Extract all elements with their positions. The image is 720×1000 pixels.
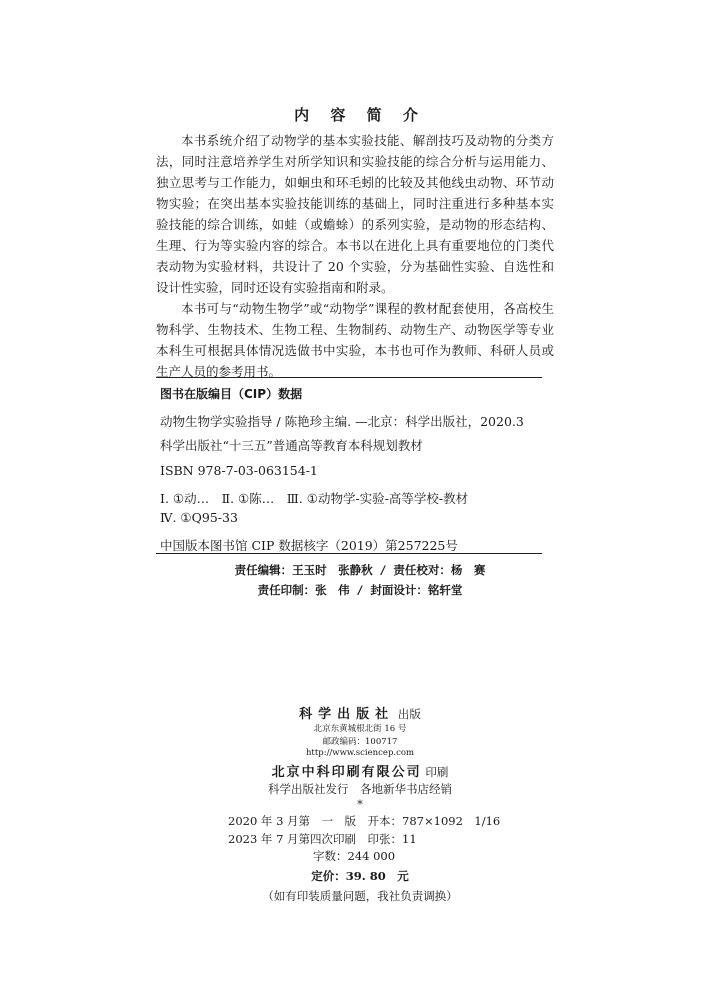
price: 定价：39. 80 元 (311, 869, 409, 883)
distribution-line: 科学出版社发行 各地新华书店经销 (268, 782, 452, 796)
page-title: 内 容 简 介 (294, 106, 426, 124)
publisher-postcode: 邮政编码：100717 (322, 737, 398, 747)
cip-classification: Ⅳ. ①Q95-33 (160, 510, 238, 525)
cip-classification: Ⅰ. ①动… Ⅱ. ①陈… Ⅲ. ①动物学-实验-高等学校-教材 (160, 491, 469, 506)
summary-paragraph: 本书可与“动物生物学”或“动物学”课程的教材配套使用，各高校生物科学、生物技术、生物工程、生物制药、动物生产、动物医学等专业本科生可根据具体情况选做书中实验，本书也可作为教师、科研人员或生产人员的参考用书。 (156, 301, 554, 379)
summary-text (156, 130, 554, 382)
editors-line: 责任印制：张 伟 / 封面设计：铭轩堂 (257, 583, 463, 597)
cip-isbn: ISBN 978-7-03-063154-1 (160, 463, 318, 478)
quality-notice: （如有印装质量问题，我社负责调换） (262, 889, 458, 903)
publisher-line (0, 703, 720, 722)
editors-line: 责任编辑：王玉时 张静秋 / 责任校对：杨 赛 (234, 563, 486, 577)
cip-record: 中国版本图书馆 CIP 数据核字（2019）第257225号 (160, 538, 458, 553)
printer-suffix: 印刷 (425, 765, 449, 779)
publisher-name: 科学出版社 (299, 707, 395, 722)
summary-paragraph: 本书系统介绍了动物学的基本实验技能、解剖技巧及动物的分类方法，同时注意培养学生对所学知识和实验技能的综合分析与运用能力、独立思考与工作能力，如蛔虫和环毛蚓的比较及其他线虫动物、环节动物实验；在突出基本实验技能训练的基础上，同时注重进行多种基本实验技能的综合训练，如蛙（或蟾蜍）的系列实验，是动物的形态结构、生理、行为等实验内容的综合。本书以在进化上具有重要地位的门类代表动物为实验材料，共设计了 20 个实验，分为基础性实验、自选性和设计性实验，同时还设有实验指南和附录。 (156, 133, 554, 295)
publisher-address: 北京东黄城根北街 16 号 (313, 724, 407, 734)
edition-line: 2020 年 3 月第 一 版 开本：787×1092 1/16 (228, 814, 501, 828)
cip-line: 科学出版社“十三五”普通高等教育本科规划教材 (160, 438, 423, 453)
cip-heading: 图书在版编目（CIP）数据 (160, 387, 303, 401)
word-count: 字数：244 000 (313, 849, 396, 863)
publisher-website: http://www.sciencep.com (305, 748, 415, 758)
printer-name: 北京中科印刷有限公司 (271, 765, 422, 780)
printing-line: 2023 年 7 月第四次印刷 印张：11 (228, 832, 417, 846)
publisher-suffix: 出版 (397, 707, 421, 721)
cip-line: 动物生物学实验指导 / 陈艳珍主编. —北京：科学出版社，2020.3 (160, 414, 524, 429)
separator-star: * (357, 797, 363, 811)
printer-line (0, 761, 720, 780)
cip-bottom-rule (156, 553, 542, 554)
cip-top-rule (156, 377, 542, 378)
